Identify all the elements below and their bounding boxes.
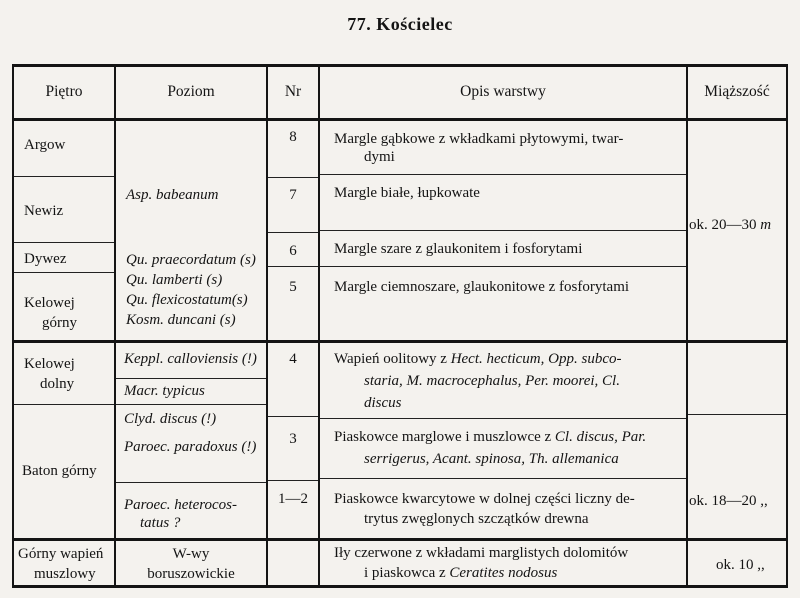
nr-8: 8: [289, 129, 297, 145]
opis-wapien-line-2: [364, 564, 557, 583]
opis-7: Margle białe, łupkowate: [334, 185, 480, 201]
opis-4-line-1: [334, 350, 621, 369]
pietro-kelowej-dolny-2: dolny: [40, 376, 75, 392]
pietro-gorny-wapien-2: muszlowy: [34, 566, 96, 582]
poziom-paroec-heterocostatus-2: tatus ?: [140, 515, 181, 531]
opis-3-species: Cl. discus, Par.: [554, 429, 647, 445]
nr-1-2: 1—2: [278, 491, 308, 507]
poziom-clyd-discus: Clyd. discus (!): [124, 411, 217, 427]
miazszosc-20-30-value: ok. 20—30: [689, 217, 761, 233]
row-divider: [320, 174, 686, 175]
poziom-keppl-calloviensis: Keppl. calloviensis (!): [124, 351, 257, 367]
poziom-paroec-paradoxus: Paroec. paradoxus (!): [124, 439, 257, 455]
miazszosc-18-20: ok. 18—20 ,,: [689, 493, 768, 509]
opis-8-line-1: Margle gąbkowe z wkładkami płytowymi, twar-: [334, 131, 624, 147]
opis-3-line-1: [334, 428, 646, 447]
poziom-qu-lamberti: Qu. lamberti (s): [126, 272, 223, 288]
poziom-kosm-duncani: Kosm. duncani (s): [126, 312, 236, 328]
row-divider: [116, 378, 266, 379]
poziom-qu-praecordatum: Qu. praecordatum (s): [126, 252, 256, 268]
opis-3-text: Piaskowce marglowe i muszlowce z: [334, 429, 555, 445]
nr-5: 5: [289, 279, 297, 295]
opis-3-line-2: serrigerus, Acant. spinosa, Th. allemanica: [364, 451, 619, 467]
poziom-paroec-heterocostatus-1: Paroec. heterocos-: [124, 497, 238, 513]
opis-1-2-line-1: Piaskowce kwarcytowe w dolnej części liczny de-: [334, 491, 635, 507]
pietro-baton-gorny: Baton górny: [22, 463, 97, 479]
opis-4-line-2: staria, M. macrocephalus, Per. moorei, Cl.: [364, 373, 620, 389]
row-divider: [116, 404, 266, 405]
header-pietro: Piętro: [45, 83, 83, 100]
miazszosc-20-30-unit: m: [760, 217, 772, 233]
opis-8-line-2: dymi: [364, 149, 395, 165]
row-divider: [14, 242, 114, 243]
section-divider: [12, 538, 788, 541]
pietro-argow: Argow: [24, 137, 66, 153]
pietro-dywez: Dywez: [24, 251, 67, 267]
header-poziom: Poziom: [167, 83, 215, 100]
header-opis: Opis warstwy: [460, 83, 546, 100]
pietro-gorny-wapien-1: Górny wapień: [18, 546, 104, 562]
col-divider: [114, 66, 116, 586]
pietro-kelowej-dolny-1: Kelowej: [24, 356, 75, 372]
opis-1-2-line-2: trytus zwęglonych szczątków drewna: [364, 511, 589, 527]
nr-4: 4: [289, 351, 297, 367]
opis-wapien-species: Ceratites nodosus: [449, 565, 558, 581]
opis-4-species: Hect. hecticum, Opp. subco-: [450, 351, 622, 367]
row-divider: [14, 404, 114, 405]
poziom-wwy: W-wy: [172, 546, 210, 562]
nr-7: 7: [289, 187, 297, 203]
row-divider: [268, 232, 318, 233]
opis-wapien-line-1: Iły czerwone z wkładami marglistych dolomitów: [334, 545, 629, 561]
table-title: 77. Kościelec: [347, 14, 453, 34]
poziom-macr-typicus: Macr. typicus: [124, 383, 205, 399]
opis-6: Margle szare z glaukonitem i fosforytami: [334, 241, 583, 257]
row-divider: [688, 414, 786, 415]
row-divider: [116, 482, 266, 483]
row-divider: [320, 478, 686, 479]
header-nr: Nr: [284, 83, 302, 100]
header-miazszosc: Miąższość: [704, 83, 770, 100]
opis-4-text: Wapień oolitowy z: [334, 351, 451, 367]
pietro-kelowej-gorny-2: górny: [42, 315, 77, 331]
poziom-asp-babeanum: Asp. babeanum: [126, 187, 219, 203]
poziom-qu-flexicostatum: Qu. flexicostatum(s): [126, 292, 248, 308]
row-divider: [268, 177, 318, 178]
opis-wapien-text: i piaskowca z: [364, 565, 450, 581]
col-divider: [686, 66, 688, 586]
row-divider: [320, 266, 686, 267]
row-divider: [268, 480, 318, 481]
header-divider: [12, 118, 788, 121]
row-divider: [320, 418, 686, 419]
poziom-boruszowickie: boruszowickie: [147, 566, 235, 582]
row-divider: [14, 176, 114, 177]
row-divider: [14, 272, 114, 273]
pietro-kelowej-gorny-1: Kelowej: [24, 295, 75, 311]
nr-6: 6: [289, 243, 297, 259]
section-divider: [12, 340, 788, 343]
miazszosc-10: ok. 10 ,,: [716, 557, 765, 573]
miazszosc-20-30: [689, 216, 771, 235]
nr-3: 3: [289, 431, 297, 447]
opis-5: Margle ciemnoszare, glaukonitowe z fosforytami: [334, 279, 630, 295]
row-divider: [320, 230, 686, 231]
pietro-newiz: Newiz: [24, 203, 64, 219]
opis-4-line-3: discus: [364, 395, 402, 411]
row-divider: [268, 266, 318, 267]
col-divider: [318, 66, 320, 586]
row-divider: [268, 416, 318, 417]
